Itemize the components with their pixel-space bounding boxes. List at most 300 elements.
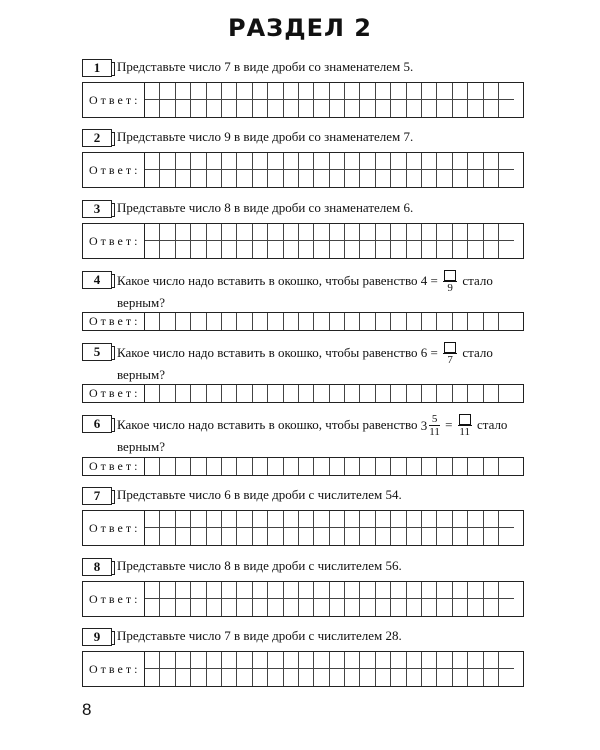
answer-cell[interactable] xyxy=(253,100,268,117)
answer-cell[interactable] xyxy=(453,528,468,545)
answer-grid[interactable] xyxy=(145,313,523,330)
answer-cell[interactable] xyxy=(468,241,483,258)
answer-cell[interactable] xyxy=(284,458,299,475)
answer-cell[interactable] xyxy=(207,241,222,258)
answer-cell[interactable] xyxy=(160,511,175,528)
answer-cell[interactable] xyxy=(160,153,175,170)
answer-cell[interactable] xyxy=(176,170,191,187)
answer-cell[interactable] xyxy=(253,528,268,545)
answer-cell[interactable] xyxy=(299,528,314,545)
answer-cell[interactable] xyxy=(222,241,237,258)
answer-cell[interactable] xyxy=(268,599,283,616)
answer-cell[interactable] xyxy=(484,153,499,170)
answer-cell[interactable] xyxy=(314,511,329,528)
answer-grid[interactable] xyxy=(145,511,523,545)
answer-cell[interactable] xyxy=(314,224,329,241)
answer-cell[interactable] xyxy=(160,385,175,402)
answer-cell[interactable] xyxy=(191,100,206,117)
answer-cell[interactable] xyxy=(191,313,206,330)
answer-cell[interactable] xyxy=(437,511,452,528)
answer-cell[interactable] xyxy=(360,153,375,170)
answer-cell[interactable] xyxy=(391,652,406,669)
answer-cell[interactable] xyxy=(407,458,422,475)
answer-cell[interactable] xyxy=(222,652,237,669)
answer-cell[interactable] xyxy=(407,313,422,330)
answer-cell[interactable] xyxy=(345,458,360,475)
answer-cell[interactable] xyxy=(484,170,499,187)
answer-cell[interactable] xyxy=(376,83,391,100)
answer-cell[interactable] xyxy=(268,153,283,170)
answer-cell[interactable] xyxy=(499,100,514,117)
answer-cell[interactable] xyxy=(391,100,406,117)
answer-cell[interactable] xyxy=(145,652,160,669)
answer-cell[interactable] xyxy=(345,241,360,258)
answer-cell[interactable] xyxy=(284,313,299,330)
answer-cell[interactable] xyxy=(207,313,222,330)
answer-cell[interactable] xyxy=(314,241,329,258)
answer-cell[interactable] xyxy=(422,170,437,187)
answer-cell[interactable] xyxy=(314,582,329,599)
answer-cell[interactable] xyxy=(330,313,345,330)
answer-cell[interactable] xyxy=(437,528,452,545)
answer-cell[interactable] xyxy=(176,669,191,686)
answer-cell[interactable] xyxy=(299,458,314,475)
answer-cell[interactable] xyxy=(237,511,252,528)
answer-cell[interactable] xyxy=(237,170,252,187)
answer-cell[interactable] xyxy=(237,224,252,241)
answer-cell[interactable] xyxy=(391,458,406,475)
answer-cell[interactable] xyxy=(407,224,422,241)
answer-cell[interactable] xyxy=(145,313,160,330)
answer-cell[interactable] xyxy=(222,313,237,330)
answer-cell[interactable] xyxy=(484,100,499,117)
answer-cell[interactable] xyxy=(299,599,314,616)
answer-cell[interactable] xyxy=(176,582,191,599)
answer-box[interactable] xyxy=(82,384,524,403)
answer-cell[interactable] xyxy=(207,582,222,599)
answer-cell[interactable] xyxy=(345,582,360,599)
answer-box[interactable] xyxy=(82,510,524,546)
answer-cell[interactable] xyxy=(499,170,514,187)
answer-cell[interactable] xyxy=(284,241,299,258)
answer-cell[interactable] xyxy=(345,83,360,100)
answer-cell[interactable] xyxy=(191,385,206,402)
answer-cell[interactable] xyxy=(407,83,422,100)
answer-cell[interactable] xyxy=(453,153,468,170)
answer-cell[interactable] xyxy=(314,100,329,117)
answer-cell[interactable] xyxy=(437,599,452,616)
answer-cell[interactable] xyxy=(330,170,345,187)
answer-cell[interactable] xyxy=(330,100,345,117)
answer-cell[interactable] xyxy=(207,224,222,241)
answer-cell[interactable] xyxy=(484,83,499,100)
answer-cell[interactable] xyxy=(345,170,360,187)
answer-cell[interactable] xyxy=(484,458,499,475)
answer-cell[interactable] xyxy=(284,511,299,528)
answer-cell[interactable] xyxy=(330,153,345,170)
answer-cell[interactable] xyxy=(391,582,406,599)
answer-cell[interactable] xyxy=(160,224,175,241)
answer-box[interactable] xyxy=(82,457,524,476)
answer-cell[interactable] xyxy=(453,224,468,241)
answer-cell[interactable] xyxy=(330,458,345,475)
answer-cell[interactable] xyxy=(468,458,483,475)
answer-cell[interactable] xyxy=(391,313,406,330)
answer-cell[interactable] xyxy=(468,224,483,241)
answer-cell[interactable] xyxy=(237,458,252,475)
answer-cell[interactable] xyxy=(268,100,283,117)
answer-cell[interactable] xyxy=(160,652,175,669)
answer-cell[interactable] xyxy=(330,511,345,528)
answer-cell[interactable] xyxy=(207,83,222,100)
answer-cell[interactable] xyxy=(422,599,437,616)
answer-cell[interactable] xyxy=(484,669,499,686)
answer-cell[interactable] xyxy=(437,170,452,187)
answer-cell[interactable] xyxy=(437,458,452,475)
answer-cell[interactable] xyxy=(422,100,437,117)
answer-cell[interactable] xyxy=(330,241,345,258)
answer-cell[interactable] xyxy=(407,652,422,669)
answer-cell[interactable] xyxy=(145,224,160,241)
answer-cell[interactable] xyxy=(191,153,206,170)
answer-cell[interactable] xyxy=(330,83,345,100)
answer-cell[interactable] xyxy=(253,599,268,616)
answer-cell[interactable] xyxy=(314,153,329,170)
answer-cell[interactable] xyxy=(376,385,391,402)
answer-cell[interactable] xyxy=(299,83,314,100)
answer-cell[interactable] xyxy=(253,669,268,686)
answer-cell[interactable] xyxy=(145,170,160,187)
answer-cell[interactable] xyxy=(437,153,452,170)
answer-cell[interactable] xyxy=(407,669,422,686)
answer-cell[interactable] xyxy=(176,313,191,330)
answer-cell[interactable] xyxy=(268,313,283,330)
answer-cell[interactable] xyxy=(468,511,483,528)
answer-cell[interactable] xyxy=(360,170,375,187)
answer-cell[interactable] xyxy=(237,528,252,545)
answer-cell[interactable] xyxy=(160,599,175,616)
answer-cell[interactable] xyxy=(330,528,345,545)
answer-cell[interactable] xyxy=(222,83,237,100)
answer-cell[interactable] xyxy=(176,599,191,616)
answer-cell[interactable] xyxy=(237,100,252,117)
answer-cell[interactable] xyxy=(268,511,283,528)
answer-cell[interactable] xyxy=(176,224,191,241)
answer-cell[interactable] xyxy=(422,83,437,100)
answer-cell[interactable] xyxy=(499,652,514,669)
answer-cell[interactable] xyxy=(191,582,206,599)
answer-cell[interactable] xyxy=(422,153,437,170)
answer-cell[interactable] xyxy=(145,582,160,599)
answer-cell[interactable] xyxy=(268,458,283,475)
answer-cell[interactable] xyxy=(453,83,468,100)
answer-cell[interactable] xyxy=(222,170,237,187)
answer-cell[interactable] xyxy=(160,83,175,100)
answer-cell[interactable] xyxy=(484,511,499,528)
answer-cell[interactable] xyxy=(191,83,206,100)
answer-cell[interactable] xyxy=(191,528,206,545)
answer-cell[interactable] xyxy=(284,83,299,100)
answer-cell[interactable] xyxy=(437,385,452,402)
answer-cell[interactable] xyxy=(222,669,237,686)
answer-cell[interactable] xyxy=(360,385,375,402)
answer-cell[interactable] xyxy=(484,241,499,258)
answer-cell[interactable] xyxy=(237,241,252,258)
answer-cell[interactable] xyxy=(299,224,314,241)
answer-cell[interactable] xyxy=(237,83,252,100)
answer-cell[interactable] xyxy=(453,313,468,330)
answer-cell[interactable] xyxy=(407,511,422,528)
answer-cell[interactable] xyxy=(222,458,237,475)
answer-cell[interactable] xyxy=(422,313,437,330)
answer-grid[interactable] xyxy=(145,652,523,686)
answer-cell[interactable] xyxy=(160,669,175,686)
answer-cell[interactable] xyxy=(314,599,329,616)
answer-cell[interactable] xyxy=(145,669,160,686)
answer-grid[interactable] xyxy=(145,458,523,475)
answer-cell[interactable] xyxy=(253,511,268,528)
answer-cell[interactable] xyxy=(499,458,514,475)
answer-cell[interactable] xyxy=(391,224,406,241)
answer-cell[interactable] xyxy=(345,153,360,170)
answer-cell[interactable] xyxy=(468,170,483,187)
answer-cell[interactable] xyxy=(207,153,222,170)
answer-cell[interactable] xyxy=(391,153,406,170)
answer-cell[interactable] xyxy=(222,153,237,170)
answer-cell[interactable] xyxy=(407,100,422,117)
answer-cell[interactable] xyxy=(330,224,345,241)
answer-cell[interactable] xyxy=(314,385,329,402)
answer-cell[interactable] xyxy=(176,511,191,528)
answer-cell[interactable] xyxy=(422,511,437,528)
answer-cell[interactable] xyxy=(360,100,375,117)
answer-cell[interactable] xyxy=(284,599,299,616)
answer-cell[interactable] xyxy=(253,153,268,170)
answer-cell[interactable] xyxy=(376,599,391,616)
answer-cell[interactable] xyxy=(284,582,299,599)
answer-cell[interactable] xyxy=(314,83,329,100)
answer-cell[interactable] xyxy=(376,313,391,330)
answer-cell[interactable] xyxy=(191,511,206,528)
answer-cell[interactable] xyxy=(484,652,499,669)
answer-cell[interactable] xyxy=(468,100,483,117)
answer-cell[interactable] xyxy=(453,511,468,528)
answer-cell[interactable] xyxy=(453,385,468,402)
answer-cell[interactable] xyxy=(499,313,514,330)
answer-cell[interactable] xyxy=(160,582,175,599)
answer-cell[interactable] xyxy=(360,224,375,241)
answer-cell[interactable] xyxy=(299,153,314,170)
answer-cell[interactable] xyxy=(499,83,514,100)
answer-cell[interactable] xyxy=(376,170,391,187)
answer-cell[interactable] xyxy=(376,582,391,599)
answer-cell[interactable] xyxy=(499,385,514,402)
answer-cell[interactable] xyxy=(268,224,283,241)
answer-cell[interactable] xyxy=(453,582,468,599)
answer-cell[interactable] xyxy=(345,511,360,528)
answer-cell[interactable] xyxy=(330,652,345,669)
answer-cell[interactable] xyxy=(407,582,422,599)
answer-cell[interactable] xyxy=(176,153,191,170)
answer-cell[interactable] xyxy=(468,313,483,330)
answer-cell[interactable] xyxy=(360,458,375,475)
answer-cell[interactable] xyxy=(268,652,283,669)
answer-cell[interactable] xyxy=(437,224,452,241)
answer-cell[interactable] xyxy=(345,652,360,669)
answer-cell[interactable] xyxy=(268,170,283,187)
answer-cell[interactable] xyxy=(160,458,175,475)
answer-cell[interactable] xyxy=(484,599,499,616)
answer-cell[interactable] xyxy=(437,313,452,330)
answer-cell[interactable] xyxy=(222,599,237,616)
answer-cell[interactable] xyxy=(299,669,314,686)
answer-cell[interactable] xyxy=(422,241,437,258)
answer-cell[interactable] xyxy=(360,652,375,669)
answer-cell[interactable] xyxy=(499,511,514,528)
answer-cell[interactable] xyxy=(468,652,483,669)
answer-cell[interactable] xyxy=(407,528,422,545)
answer-box[interactable] xyxy=(82,651,524,687)
answer-cell[interactable] xyxy=(407,241,422,258)
answer-cell[interactable] xyxy=(360,599,375,616)
answer-cell[interactable] xyxy=(284,100,299,117)
answer-cell[interactable] xyxy=(391,385,406,402)
answer-cell[interactable] xyxy=(268,669,283,686)
answer-cell[interactable] xyxy=(299,313,314,330)
answer-cell[interactable] xyxy=(314,458,329,475)
answer-cell[interactable] xyxy=(191,458,206,475)
answer-cell[interactable] xyxy=(453,458,468,475)
answer-cell[interactable] xyxy=(237,669,252,686)
answer-cell[interactable] xyxy=(407,170,422,187)
answer-cell[interactable] xyxy=(407,599,422,616)
answer-cell[interactable] xyxy=(360,582,375,599)
answer-cell[interactable] xyxy=(391,669,406,686)
answer-cell[interactable] xyxy=(499,528,514,545)
answer-cell[interactable] xyxy=(376,458,391,475)
answer-cell[interactable] xyxy=(376,528,391,545)
answer-cell[interactable] xyxy=(376,224,391,241)
answer-cell[interactable] xyxy=(376,511,391,528)
answer-cell[interactable] xyxy=(160,313,175,330)
answer-cell[interactable] xyxy=(299,100,314,117)
answer-cell[interactable] xyxy=(176,83,191,100)
answer-cell[interactable] xyxy=(499,599,514,616)
answer-cell[interactable] xyxy=(453,241,468,258)
answer-cell[interactable] xyxy=(468,385,483,402)
answer-cell[interactable] xyxy=(345,528,360,545)
answer-cell[interactable] xyxy=(484,224,499,241)
answer-cell[interactable] xyxy=(437,83,452,100)
answer-cell[interactable] xyxy=(160,100,175,117)
answer-cell[interactable] xyxy=(222,511,237,528)
answer-box[interactable] xyxy=(82,152,524,188)
answer-cell[interactable] xyxy=(268,582,283,599)
answer-cell[interactable] xyxy=(345,100,360,117)
answer-cell[interactable] xyxy=(299,582,314,599)
answer-cell[interactable] xyxy=(284,153,299,170)
answer-cell[interactable] xyxy=(330,669,345,686)
answer-cell[interactable] xyxy=(191,652,206,669)
answer-grid[interactable] xyxy=(145,83,523,117)
answer-grid[interactable] xyxy=(145,582,523,616)
answer-cell[interactable] xyxy=(468,582,483,599)
answer-cell[interactable] xyxy=(437,652,452,669)
answer-cell[interactable] xyxy=(237,153,252,170)
answer-cell[interactable] xyxy=(176,458,191,475)
answer-cell[interactable] xyxy=(345,599,360,616)
answer-cell[interactable] xyxy=(437,241,452,258)
answer-cell[interactable] xyxy=(284,170,299,187)
answer-cell[interactable] xyxy=(176,385,191,402)
answer-cell[interactable] xyxy=(391,511,406,528)
answer-cell[interactable] xyxy=(360,83,375,100)
answer-box[interactable] xyxy=(82,581,524,617)
answer-cell[interactable] xyxy=(207,170,222,187)
answer-cell[interactable] xyxy=(299,170,314,187)
answer-cell[interactable] xyxy=(253,385,268,402)
answer-cell[interactable] xyxy=(345,313,360,330)
answer-cell[interactable] xyxy=(176,100,191,117)
answer-cell[interactable] xyxy=(422,582,437,599)
answer-cell[interactable] xyxy=(453,100,468,117)
answer-cell[interactable] xyxy=(237,582,252,599)
answer-cell[interactable] xyxy=(253,170,268,187)
answer-cell[interactable] xyxy=(253,313,268,330)
answer-cell[interactable] xyxy=(268,83,283,100)
answer-cell[interactable] xyxy=(268,528,283,545)
answer-cell[interactable] xyxy=(345,224,360,241)
answer-cell[interactable] xyxy=(191,241,206,258)
answer-cell[interactable] xyxy=(391,599,406,616)
answer-cell[interactable] xyxy=(145,458,160,475)
answer-cell[interactable] xyxy=(437,100,452,117)
answer-cell[interactable] xyxy=(207,458,222,475)
answer-cell[interactable] xyxy=(237,385,252,402)
answer-cell[interactable] xyxy=(468,83,483,100)
answer-cell[interactable] xyxy=(207,652,222,669)
answer-cell[interactable] xyxy=(314,170,329,187)
answer-cell[interactable] xyxy=(237,652,252,669)
answer-cell[interactable] xyxy=(499,153,514,170)
answer-cell[interactable] xyxy=(207,511,222,528)
answer-cell[interactable] xyxy=(499,241,514,258)
answer-cell[interactable] xyxy=(453,599,468,616)
answer-cell[interactable] xyxy=(437,582,452,599)
answer-cell[interactable] xyxy=(176,241,191,258)
answer-cell[interactable] xyxy=(191,224,206,241)
answer-cell[interactable] xyxy=(330,582,345,599)
answer-cell[interactable] xyxy=(422,458,437,475)
answer-cell[interactable] xyxy=(391,83,406,100)
answer-cell[interactable] xyxy=(145,153,160,170)
answer-cell[interactable] xyxy=(484,385,499,402)
answer-cell[interactable] xyxy=(422,652,437,669)
answer-cell[interactable] xyxy=(484,528,499,545)
answer-cell[interactable] xyxy=(207,528,222,545)
answer-cell[interactable] xyxy=(145,241,160,258)
answer-cell[interactable] xyxy=(499,224,514,241)
answer-cell[interactable] xyxy=(437,669,452,686)
answer-cell[interactable] xyxy=(360,669,375,686)
answer-cell[interactable] xyxy=(376,669,391,686)
answer-cell[interactable] xyxy=(253,224,268,241)
answer-cell[interactable] xyxy=(391,528,406,545)
answer-box[interactable] xyxy=(82,223,524,259)
answer-grid[interactable] xyxy=(145,153,523,187)
answer-cell[interactable] xyxy=(376,153,391,170)
answer-cell[interactable] xyxy=(253,652,268,669)
